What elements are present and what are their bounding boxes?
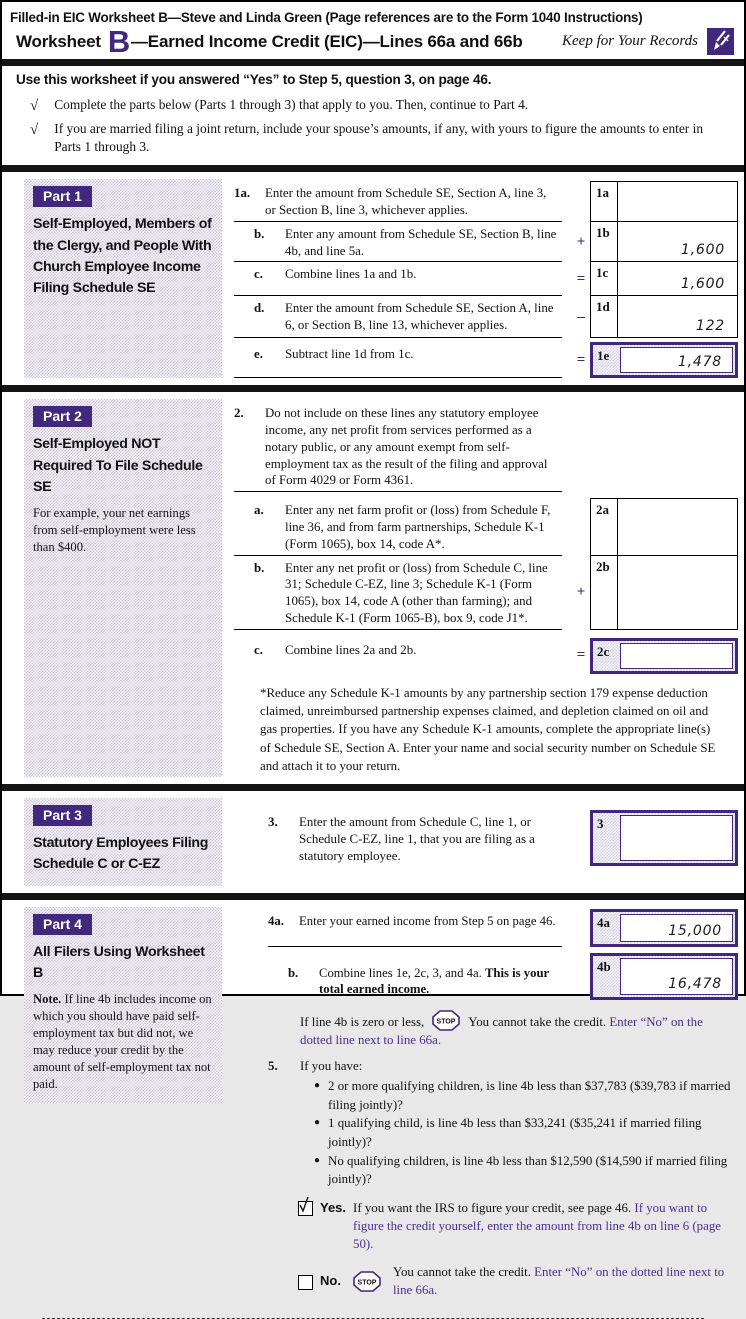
amount-field-2a[interactable] [618,499,737,554]
part-1-content [234,179,738,378]
line-label: b. [288,965,299,980]
line-text: Enter the amount from Schedule SE, Section A, line 6, or Section B, line 13, whichever applies. [285,301,554,333]
part-2-sidebar-title: Self-Employed NOT Required To File Schedule SE [33,436,203,495]
worksheet-title-row [2,24,744,59]
bullet-text: 2 or more qualifying children, is line 4b less than $37,783 ($39,783 if married filing jointly)? [328,1078,731,1112]
line-2c-row [234,638,738,674]
line-4b-stop-note [300,1010,738,1049]
amount-box-1a [590,181,738,222]
line-label: c. [254,267,263,282]
amount-box-2a [590,498,738,555]
part-3-content [234,798,738,886]
part-4-sidebar-note [33,991,214,1093]
line-label: 2. [234,406,244,421]
line-4b-row [268,953,738,1000]
amount-field-3[interactable] [620,815,733,861]
line-text: Combine lines 1e, 2c, 3, and 4a. This is your total earned income. [319,965,549,997]
amount-box-1c [590,262,738,296]
part-1-sidebar-title: Self-Employed, Members of the Clergy, and People With Church Employee Income Filing Schedule SE [33,216,212,297]
line-1b-row [234,222,738,263]
line-5-body [300,1059,738,1189]
line-3-row [268,810,738,866]
line-2b-row [234,556,738,630]
line-text-bold: This is your total earned income. [319,965,549,997]
box-label: 2c [597,643,610,659]
line-5-lead: If you have: [300,1058,363,1073]
amount-box-4a [590,909,738,947]
part-1-section [2,172,744,385]
part-3-badge: Part 3 [33,805,92,826]
minus-operator: – [577,308,585,325]
amount-field-1c[interactable]: 1,600 [680,276,725,293]
part-2-sidebar-note: For example, your net earnings from self-employment were less than $400. [33,506,196,555]
bullet-text: 1 qualifying child, is line 4b less than $33,241 ($35,241 if married filing jointly)? [328,1116,702,1149]
line-label: b. [254,226,265,241]
stop-icon [431,1010,461,1031]
bullet-glyph: ● [314,1079,321,1091]
no-checkbox[interactable] [298,1275,313,1290]
stop-icon [352,1271,382,1292]
bullet-item [314,1077,738,1114]
part-3-section [2,791,744,893]
bullet-glyph: ● [314,1117,321,1129]
box-label: 3 [597,816,604,832]
part-4-content [234,907,738,1300]
stop-link-text: Enter “No” on the dotted line next to line 66a. [300,1014,703,1047]
plus-operator: + [576,233,586,250]
worksheet-letter: B [107,24,130,59]
amount-field-1a[interactable] [618,182,737,221]
line-label: d. [254,301,265,316]
bullet-text: No qualifying children, is line 4b less than $12,590 ($14,590 if married filing jointly)? [328,1153,728,1187]
yes-label: Yes. [320,1200,347,1216]
amount-box-1b [590,222,738,263]
line-text: Enter any net farm profit or (loss) from Schedule F, line 36, and from farm partnerships, Schedule K-1 (Form 1065), box 14, code A*. [285,503,551,551]
plus-operator: + [576,584,586,601]
line-text: Combine lines 2a and 2b. [285,642,417,657]
part-2-section [2,392,744,784]
note-text: If line 4b includes income on which you should have paid self-employment tax but did not, we may reduce your credit by the amount of self-employment tax not paid. [33,992,212,1092]
line-5-bullets [314,1077,738,1189]
part-2-footnote: *Reduce any Schedule K-1 amounts by any partnership section 179 expense deduction claimed, unreimbursed partnership expenses claimed, and depletion claimed on oil and gas properties. If you have any Schedule K-1 amounts, complete the appropriate line(s) of Schedule SE, Section A. Enter your name and social security number on Schedule SE and attach it to your return. [260,685,716,773]
bullet-item [314,1152,738,1189]
line-5-row [268,1059,738,1189]
line-label: a. [254,503,264,518]
box-label: 2b [591,556,618,629]
line-label: 4a. [268,913,284,928]
line-1c-row [234,262,738,296]
intro-item [16,94,730,118]
keep-for-records [562,28,734,55]
equals-operator: = [576,270,586,287]
worksheet-title [16,24,523,59]
amount-box-2c [590,638,738,674]
checkmark-glyph: √ [30,122,39,139]
line-label: 3. [268,815,278,830]
intro-section [2,66,744,165]
part-2-badge: Part 2 [33,406,92,427]
line-label: e. [254,347,263,362]
yes-text: If you want the IRS to figure your credit, see page 46. If you want to figure the credit yourself, enter the amount from line 4b on line 6 (page 50). [353,1201,722,1252]
amount-field-2c[interactable] [620,643,733,669]
part-4-sidebar [24,907,222,1104]
part-2-content [234,399,738,777]
amount-box-4b [590,953,738,1000]
line-text: Subtract line 1d from 1c. [285,347,414,362]
line-label: b. [254,560,265,575]
intro-item-text: If you are married filing a joint return, include your spouse’s amounts, if any, with yours to figure the amounts to enter in Parts 1 through 3. [54,121,704,155]
intro-heading: Use this worksheet if you answered “Yes” to Step 5, question 3, on page 46. [16,71,492,87]
box-label: 1d [591,296,618,337]
box-label: 4b [597,958,611,974]
amount-field-2b[interactable] [618,556,737,629]
svg-text:STOP: STOP [436,1018,456,1026]
amount-box-1e [590,342,738,378]
keep-for-records-label: Keep for Your Records [562,33,698,50]
amount-box-1d [590,296,738,338]
bullet-glyph: ● [314,1154,321,1166]
equals-operator: = [576,647,586,664]
stop-post-text: You cannot take the credit. [468,1014,607,1029]
section-divider [2,59,744,66]
check-icon [298,1195,314,1213]
yes-checkbox[interactable] [298,1201,313,1216]
line-text: Enter the amount from Schedule C, line 1, or Schedule C-EZ, line 1, that you are filing as a statutory employee. [299,815,535,863]
yes-link-text: If you want to figure the credit yourself, enter the amount from line 4b on line 6 (page 50). [353,1201,722,1252]
bullet-item [314,1114,738,1151]
line-label: 1a. [234,186,251,201]
line-1a-row [234,181,738,222]
line-2-intro-row [234,401,738,492]
part-4-sidebar-title: All Filers Using Worksheet B [33,943,205,982]
part-2-sidebar [24,399,222,777]
line-label: 5. [268,1058,278,1073]
amount-box-2b [590,556,738,630]
box-label: 1e [597,348,610,364]
line-1d-row [234,296,738,338]
part-1-badge: Part 1 [33,186,92,207]
part-4-badge: Part 4 [33,914,92,935]
line-text: Enter the amount from Schedule SE, Section A, line 3, or Section B, line 3, whichever applies. [265,186,547,218]
line-text: Enter any amount from Schedule SE, Section B, line 4b, and line 5a. [285,226,557,258]
amount-field-1e[interactable]: 1,478 [620,347,733,373]
line-2a-row [234,498,738,555]
box-label: 4a [597,914,610,930]
pencil-icon [707,28,734,55]
no-option-row [298,1263,738,1299]
box-label: 2a [591,499,618,554]
line-text: Combine lines 1a and 1b. [285,267,417,282]
line-text: Enter any net profit or (loss) from Schedule C, line 31; Schedule C-EZ, line 3; Schedule K-1 (Form 1065), box 14, code A (other than farming); and Schedule K-1 (Form 1065-B), box 9, code J1*. [285,560,548,625]
checkmark-glyph: √ [30,97,39,114]
box-label: 1b [591,222,618,262]
page-header-title: Filled-in EIC Worksheet B—Steve and Linda Green (Page references are to the Form 1040 Instructions) [10,10,643,25]
line-1e-row [234,342,738,378]
amount-field-1b[interactable]: 1,600 [680,242,725,259]
intro-item-text: Complete the parts below (Parts 1 through 3) that apply to you. Then, continue to Part 4. [54,96,529,112]
section-divider [2,893,744,900]
no-label: No. [320,1273,341,1289]
no-link-text: Enter “No” on the dotted line next to line 66a. [392,1265,725,1298]
intro-item [16,118,730,158]
operator [572,181,590,222]
svg-text:STOP: STOP [357,1279,377,1287]
amount-field-4b[interactable]: 16,478 [620,958,733,995]
no-text: You cannot take the credit. Enter “No” on the dotted line next to line 66a. [392,1265,725,1298]
part-1-sidebar [24,179,222,378]
section-divider [2,385,744,392]
line-text: Do not include on these lines any statutory employee income, any net profit from services performed as a notary public, or any amount exempt from self-employment tax as the result of the filing and approval of Form 4029 or Form 4361. [265,406,548,488]
amount-box-3 [590,810,738,866]
part-4-section [2,900,744,1307]
amount-field-4a[interactable]: 15,000 [620,914,733,942]
box-label: 1a [591,182,618,221]
part-3-sidebar [24,798,222,886]
line-text: Enter your earned income from Step 5 on page 46. [299,913,556,928]
stop-pre-text: If line 4b is zero or less, [300,1014,425,1029]
line-4a-row [268,909,738,947]
worksheet-label: Worksheet [16,31,101,51]
section-divider [2,784,744,791]
part-3-sidebar-title: Statutory Employees Filing Schedule C or C-EZ [33,835,209,873]
box-label: 1c [591,262,618,295]
section-divider [2,165,744,172]
worksheet-title-rest: —Earned Income Credit (EIC)—Lines 66a and 66b [131,31,523,51]
note-label: Note. [33,992,62,1007]
amount-field-1d[interactable]: 122 [695,318,725,335]
equals-operator: = [576,351,586,368]
line-label: c. [254,642,263,657]
yes-option-row [298,1199,738,1253]
operator [572,498,590,555]
